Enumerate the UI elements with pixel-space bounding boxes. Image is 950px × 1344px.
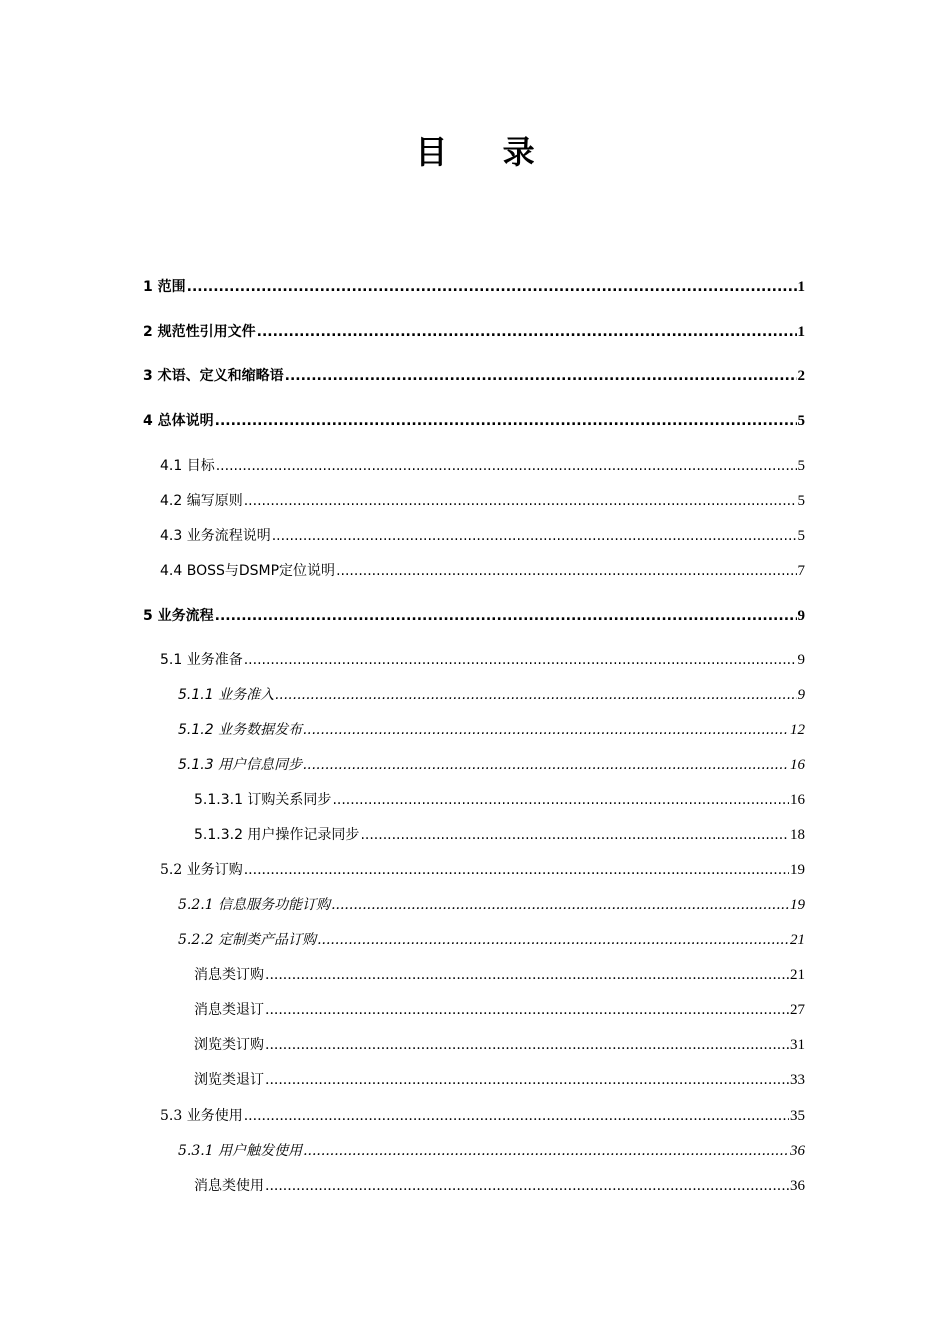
toc-entry-page: 5 [797, 493, 805, 509]
toc-entry-label: 4.4 BOSS与DSMP定位说明 [160, 563, 336, 579]
toc-leader [265, 964, 789, 986]
toc-entry-label: 2 规范性引用文件 [143, 324, 256, 340]
toc-entry-label: 消息类使用 [194, 1178, 264, 1194]
toc-entry[interactable] [194, 999, 805, 1021]
toc-leader [303, 754, 789, 776]
toc-entry-label: 5.1.3.2 用户操作记录同步 [194, 827, 360, 843]
toc-entry[interactable] [143, 321, 805, 343]
toc-entry[interactable] [143, 605, 805, 627]
toc-entry[interactable] [160, 455, 805, 477]
toc-entry[interactable] [178, 684, 805, 706]
toc-entry-label: 5.1.3 用户信息同步 [178, 757, 303, 773]
toc-entry-page: 36 [790, 1178, 805, 1194]
toc-leader [332, 789, 789, 811]
toc-leader [331, 894, 789, 916]
toc-entry[interactable] [160, 490, 805, 512]
toc-entry-label: 浏览类退订 [194, 1072, 264, 1088]
toc-entry-label: 消息类退订 [194, 1002, 264, 1018]
toc-entry-page: 31 [790, 1037, 805, 1053]
toc-entry[interactable] [160, 525, 805, 547]
toc-entry-label: 浏览类订购 [194, 1037, 264, 1053]
toc-entry-label: 5.2.2 定制类产品订购 [178, 932, 317, 948]
toc-leader [317, 929, 789, 951]
toc-leader [336, 560, 796, 582]
toc-entry-page: 36 [790, 1143, 805, 1159]
toc-entry[interactable] [194, 964, 805, 986]
toc-entry-page: 16 [790, 792, 805, 808]
toc-entry[interactable] [194, 824, 805, 846]
toc-entry-label: 4.3 业务流程说明 [160, 528, 271, 544]
toc-entry-page: 27 [790, 1002, 805, 1018]
toc-entry-page: 18 [790, 827, 805, 843]
toc-entry-page: 19 [790, 897, 805, 913]
toc-entry-label: 4.1 目标 [160, 458, 215, 474]
toc-leader [215, 605, 797, 627]
toc-leader [265, 1175, 789, 1197]
toc-entry[interactable] [178, 894, 805, 916]
toc-entry-label: 5 业务流程 [143, 608, 214, 624]
toc-leader [215, 410, 797, 432]
toc-entry-page: 5 [797, 413, 805, 429]
toc-entry-label: 5.3.1 用户触发使用 [178, 1143, 303, 1159]
toc-title: 目 录 [415, 133, 557, 171]
toc-entry[interactable] [194, 789, 805, 811]
toc-entry[interactable] [160, 560, 805, 582]
toc-entry[interactable] [143, 410, 805, 432]
toc-leader [303, 719, 789, 741]
toc-entry-label: 1 范围 [143, 279, 186, 295]
toc-entry-page: 7 [797, 563, 805, 579]
toc-entry-page: 1 [797, 324, 805, 340]
toc-entry[interactable] [160, 649, 805, 671]
toc-leader [275, 684, 796, 706]
toc-entry[interactable] [178, 929, 805, 951]
toc-entry[interactable] [143, 365, 805, 387]
toc-leader [244, 490, 797, 512]
toc-entry-label: 5.1.1 业务准入 [178, 687, 275, 703]
toc-entry-label: 消息类订购 [194, 967, 264, 983]
toc-leader [303, 1140, 789, 1162]
toc-entry-page: 35 [790, 1108, 805, 1124]
toc-entry-label: 5.1.3.1 订购关系同步 [194, 792, 332, 808]
toc-entry[interactable] [178, 1140, 805, 1162]
toc-entry[interactable] [178, 719, 805, 741]
toc-entry-label: 4.2 编写原则 [160, 493, 243, 509]
toc-leader [244, 1105, 789, 1127]
toc-entry-page: 2 [797, 368, 805, 384]
toc-entry-page: 5 [797, 528, 805, 544]
toc-entry[interactable] [194, 1034, 805, 1056]
toc-entry-label: 5.2.1 信息服务功能订购 [178, 897, 331, 913]
toc-entry-page: 12 [790, 722, 805, 738]
toc-entry-label: 5.2 业务订购 [160, 862, 243, 878]
toc-leader [265, 1034, 789, 1056]
toc-entry[interactable] [160, 859, 805, 881]
toc-leader [216, 455, 797, 477]
toc-entry-page: 9 [797, 608, 805, 624]
toc-leader [360, 824, 789, 846]
toc-entry-label: 5.1.2 业务数据发布 [178, 722, 303, 738]
toc-entry[interactable] [178, 754, 805, 776]
toc-leader [285, 365, 797, 387]
toc-leader [244, 649, 797, 671]
toc-entry-label: 4 总体说明 [143, 413, 214, 429]
toc-entry[interactable] [143, 276, 805, 298]
toc-leader [265, 1069, 789, 1091]
toc-entry[interactable] [194, 1069, 805, 1091]
toc-entry-label: 5.3 业务使用 [160, 1108, 243, 1124]
toc-entry-page: 33 [790, 1072, 805, 1088]
toc-entry-label: 5.1 业务准备 [160, 652, 243, 668]
toc-entry-page: 16 [790, 757, 805, 773]
toc-entry-page: 21 [790, 932, 805, 948]
toc-entry[interactable] [194, 1175, 805, 1197]
toc-entry-page: 9 [797, 652, 805, 668]
toc-entry[interactable] [160, 1105, 805, 1127]
toc-leader [272, 525, 797, 547]
toc-leader [257, 321, 797, 343]
toc-entry-page: 1 [797, 279, 805, 295]
toc-entry-page: 9 [797, 687, 805, 703]
toc-entry-label: 3 术语、定义和缩略语 [143, 368, 284, 384]
toc-leader [265, 999, 789, 1021]
toc-entry-page: 21 [790, 967, 805, 983]
toc-entry-page: 5 [797, 458, 805, 474]
toc-leader [187, 276, 797, 298]
toc-leader [244, 859, 789, 881]
toc-entry-page: 19 [790, 862, 805, 878]
